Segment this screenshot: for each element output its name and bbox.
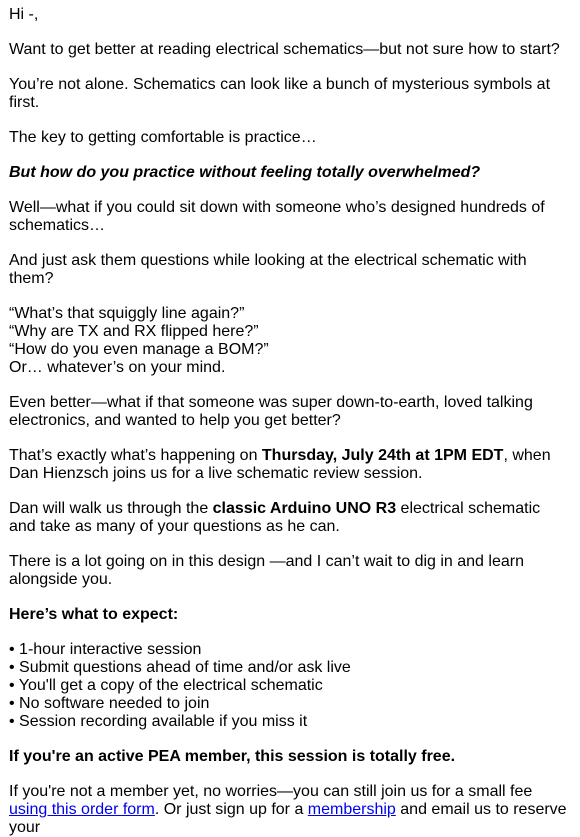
event-date: Thursday, July 24th at 1PM EDT: [261, 447, 504, 464]
signup-paragraph: If you're not a member yet, no worries—you can still join us for a small fee using this order form. Or just sign up for a membership and email us to reserve your: [9, 783, 567, 836]
board-name: classic Arduino UNO R3: [212, 500, 397, 517]
list-item: • Submit questions ahead of time and/or ask live: [9, 659, 351, 676]
member-note: If you're an active PEA member, this session is totally free.: [9, 748, 456, 765]
sit-down-paragraph: Well—what if you could sit down with someone who’s designed hundreds of schematics…: [9, 199, 545, 234]
list-item: • Session recording available if you miss it: [9, 713, 308, 730]
event-date-paragraph: That’s exactly what’s happening on Thursday, July 24th at 1PM EDT, when Dan Hienzsch joins us for a live schematic review session.: [9, 447, 551, 482]
ask-questions-paragraph: And just ask them questions while looking at the electrical schematic with them?: [9, 252, 527, 287]
even-better-paragraph: Even better—what if that someone was super down-to-earth, loved talking electronics, and wanted to help you get better?: [9, 394, 533, 429]
example-question: “Why are TX and RX flipped here?”: [9, 323, 259, 340]
arduino-paragraph: Dan will walk us through the classic Arduino UNO R3 electrical schematic and take as many of your questions as he can.: [9, 500, 541, 535]
list-item: • You'll get a copy of the electrical schematic: [9, 677, 323, 694]
example-question: Or… whatever’s on your mind.: [9, 359, 226, 376]
greeting: Hi -,: [9, 6, 39, 23]
example-question: “What’s that squiggly line again?”: [9, 305, 245, 322]
expect-heading: Here’s what to expect:: [9, 606, 179, 623]
not-alone-paragraph: You’re not alone. Schematics can look like a bunch of mysterious symbols at first.: [9, 76, 551, 111]
membership-link[interactable]: membership: [307, 801, 396, 818]
list-item: • No software needed to join: [9, 695, 210, 712]
overwhelmed-question: But how do you practice without feeling totally overwhelmed?: [9, 164, 481, 181]
practice-paragraph: The key to getting comfortable is practice…: [9, 129, 317, 146]
expect-list: [9, 641, 571, 731]
order-form-link[interactable]: using this order form: [9, 801, 155, 818]
example-question: “How do you even manage a BOM?”: [9, 341, 269, 358]
intro-paragraph: Want to get better at reading electrical schematics—but not sure how to start?: [9, 41, 560, 58]
example-questions: [9, 305, 571, 377]
design-paragraph: There is a lot going on in this design —and I can’t wait to dig in and learn alongside you.: [9, 553, 524, 588]
list-item: • 1-hour interactive session: [9, 641, 202, 658]
